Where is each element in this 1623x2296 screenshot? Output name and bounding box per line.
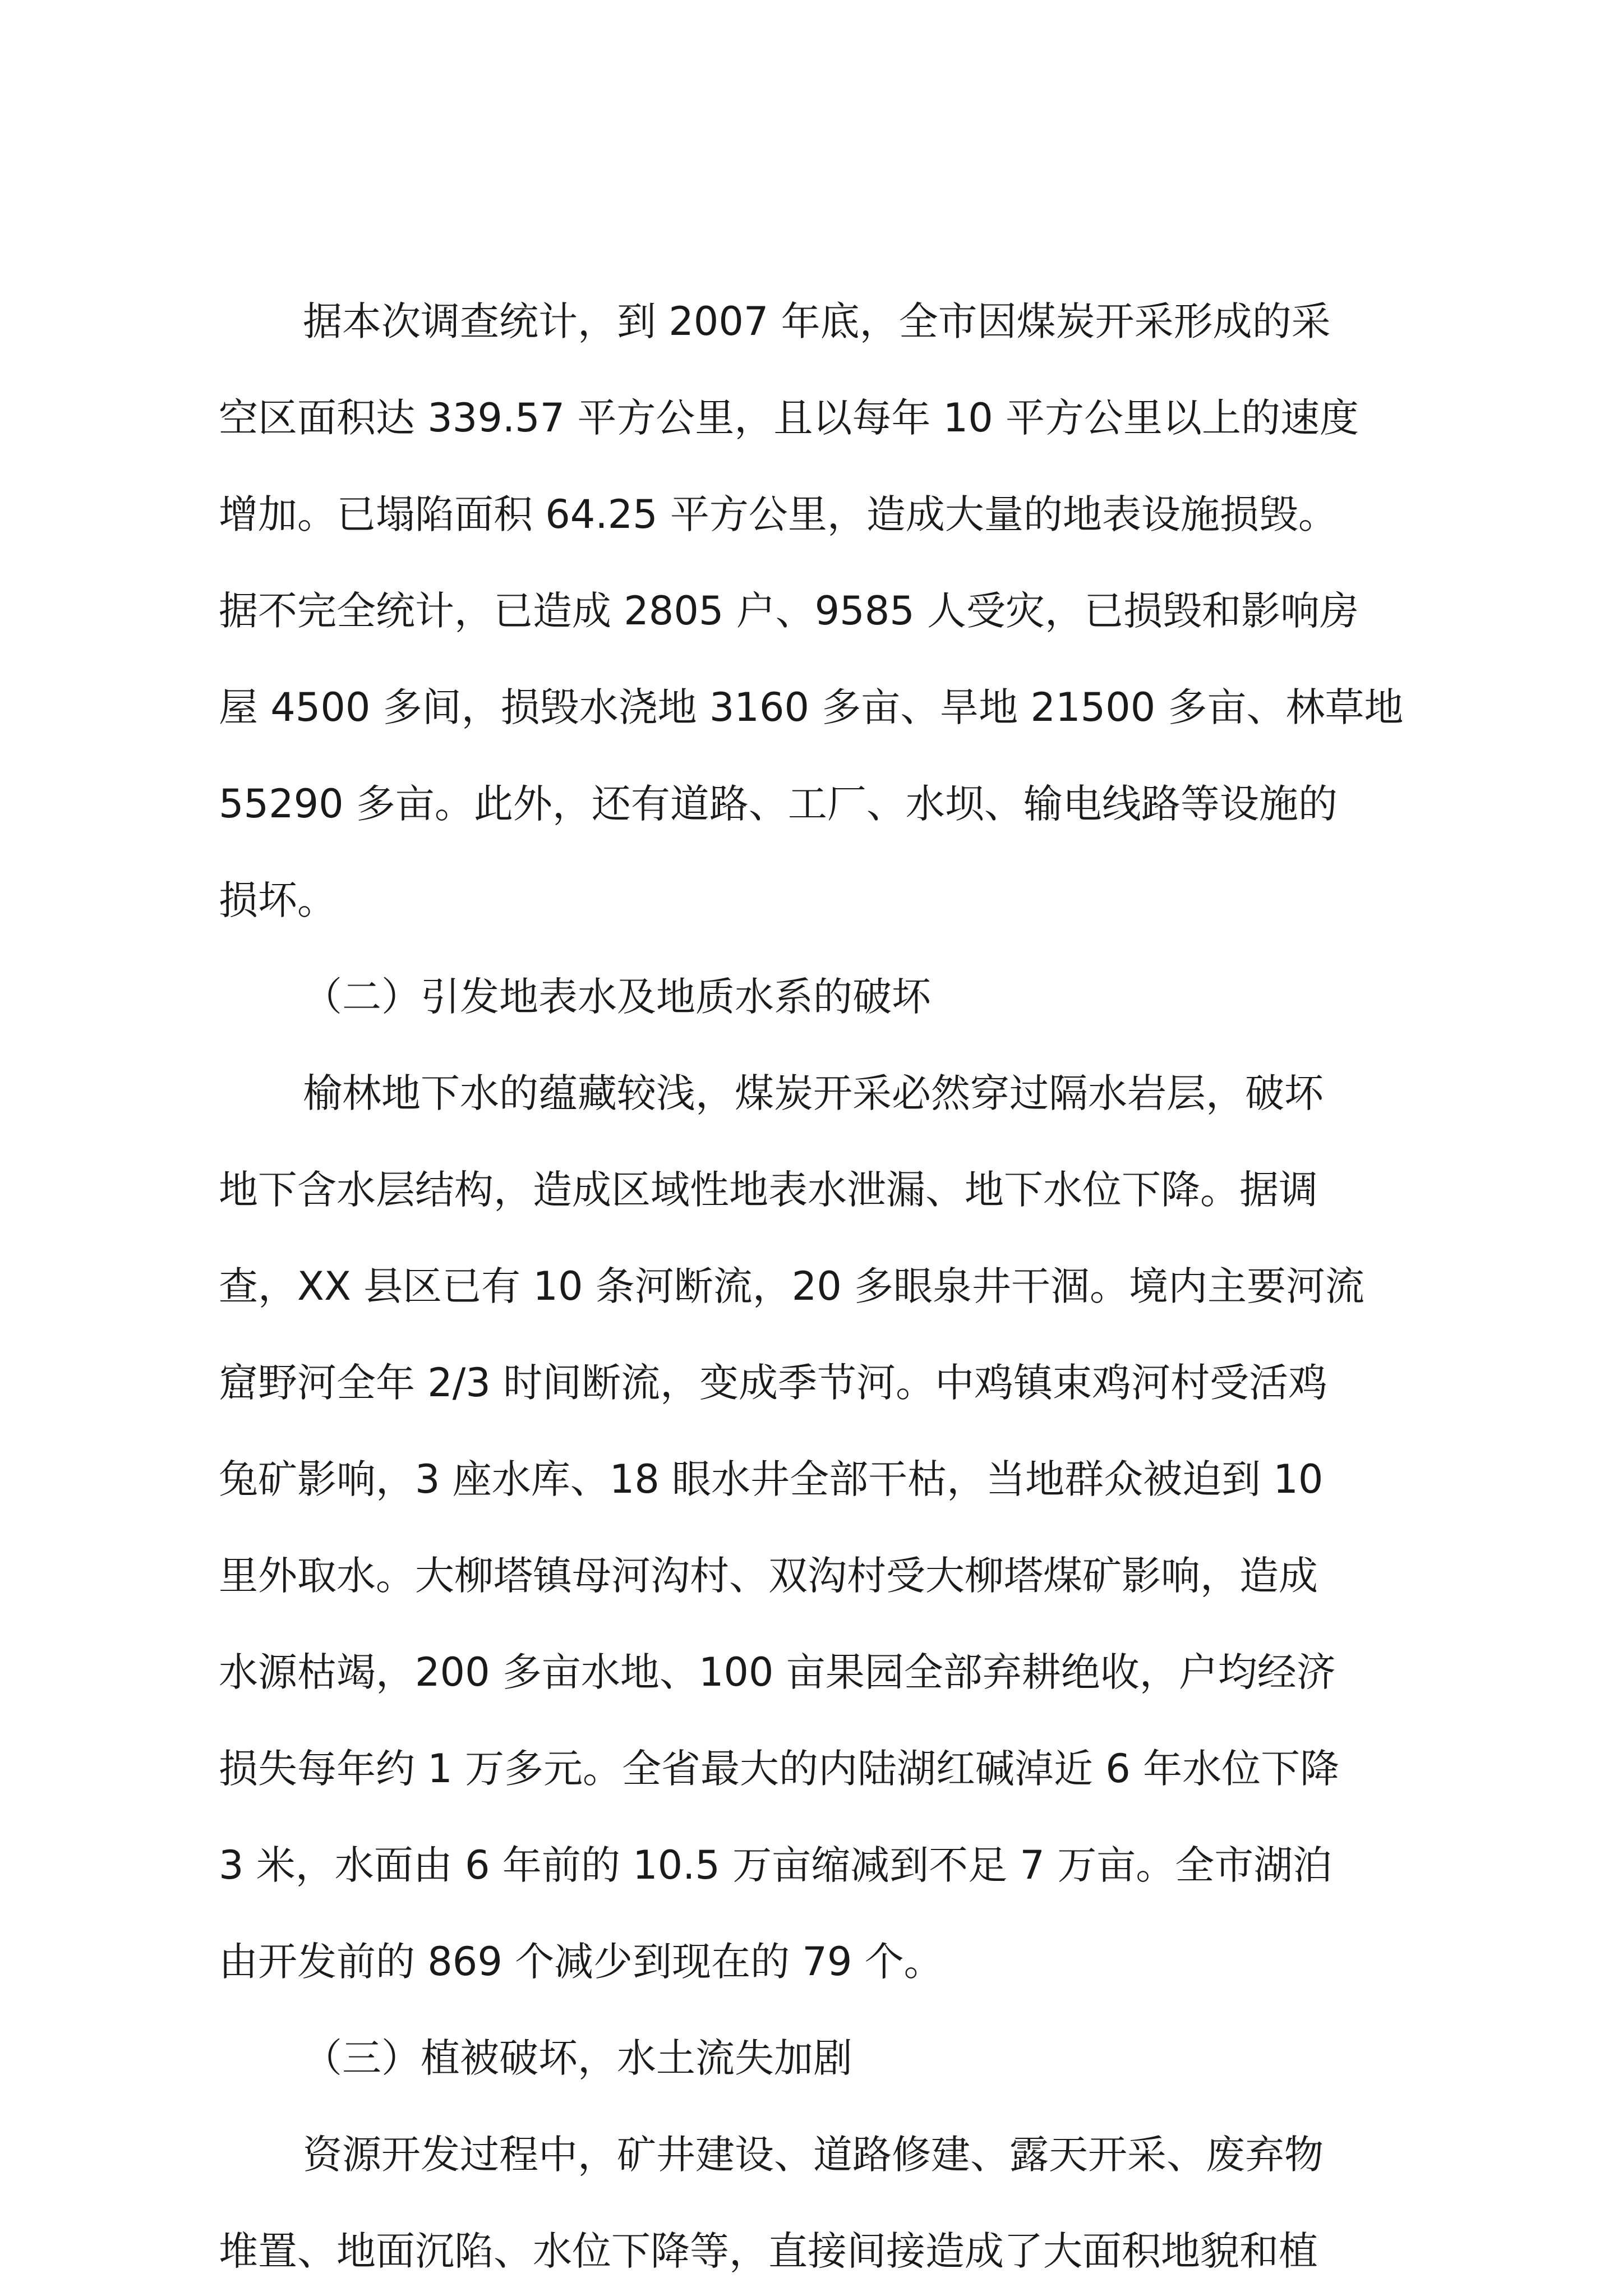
text-line: 空区面积达 339.57 平方公里，且以每年 10 平方公里以上的速度 [219,395,1359,441]
text-line: 窟野河全年 2/3 时间断流，变成季节河。中鸡镇束鸡河村受活鸡 [219,1360,1328,1406]
text-line: 据本次调查统计，到 2007 年底，全市因煤炭开采形成的采 [303,298,1331,344]
text-line: 里外取水。大柳塔镇母河沟村、双沟村受大柳塔煤矿影响，造成 [219,1553,1318,1599]
section-heading: （三）植被破坏，水土流失加剧 [303,2035,852,2081]
text-line: 屋 4500 多间，损毁水浇地 3160 多亩、旱地 21500 多亩、林草地 [219,684,1404,730]
text-line: 增加。已塌陷面积 64.25 平方公里，造成大量的地表设施损毁。 [219,491,1338,537]
text-line: 水源枯竭，200 多亩水地、100 亩果园全部弃耕绝收，户均经济 [219,1649,1336,1695]
text-line: 55290 多亩。此外，还有道路、工厂、水坝、输电线路等设施的 [219,781,1338,827]
text-line: 损坏。 [219,877,336,923]
text-line: 堆置、地面沉陷、水位下降等，直接间接造成了大面积地貌和植 [219,2228,1318,2274]
text-line: 损失每年约 1 万多元。全省最大的内陆湖红碱淖近 6 年水位下降 [219,1746,1340,1792]
text-line: 榆林地下水的蕴藏较浅，煤炭开采必然穿过隔水岩层，破坏 [303,1070,1324,1116]
text-line: 由开发前的 869 个减少到现在的 79 个。 [219,1939,943,1985]
text-line: 查，XX 县区已有 10 条河断流，20 多眼泉井干涸。境内主要河流 [219,1263,1365,1309]
text-line: 3 米，水面由 6 年前的 10.5 万亩缩减到不足 7 万亩。全市湖泊 [219,1842,1332,1888]
text-line: 地下含水层结构，造成区域性地表水泄漏、地下水位下降。据调 [219,1167,1318,1213]
text-line: 据不完全统计，已造成 2805 户、9585 人受灾，已损毁和影响房 [219,588,1359,634]
text-line: 资源开发过程中，矿井建设、道路修建、露天开采、废弃物 [303,2132,1324,2178]
text-line: 兔矿影响，3 座水库、18 眼水井全部干枯，当地群众被迫到 10 [219,1456,1324,1502]
section-heading: （二）引发地表水及地质水系的破坏 [303,974,931,1020]
